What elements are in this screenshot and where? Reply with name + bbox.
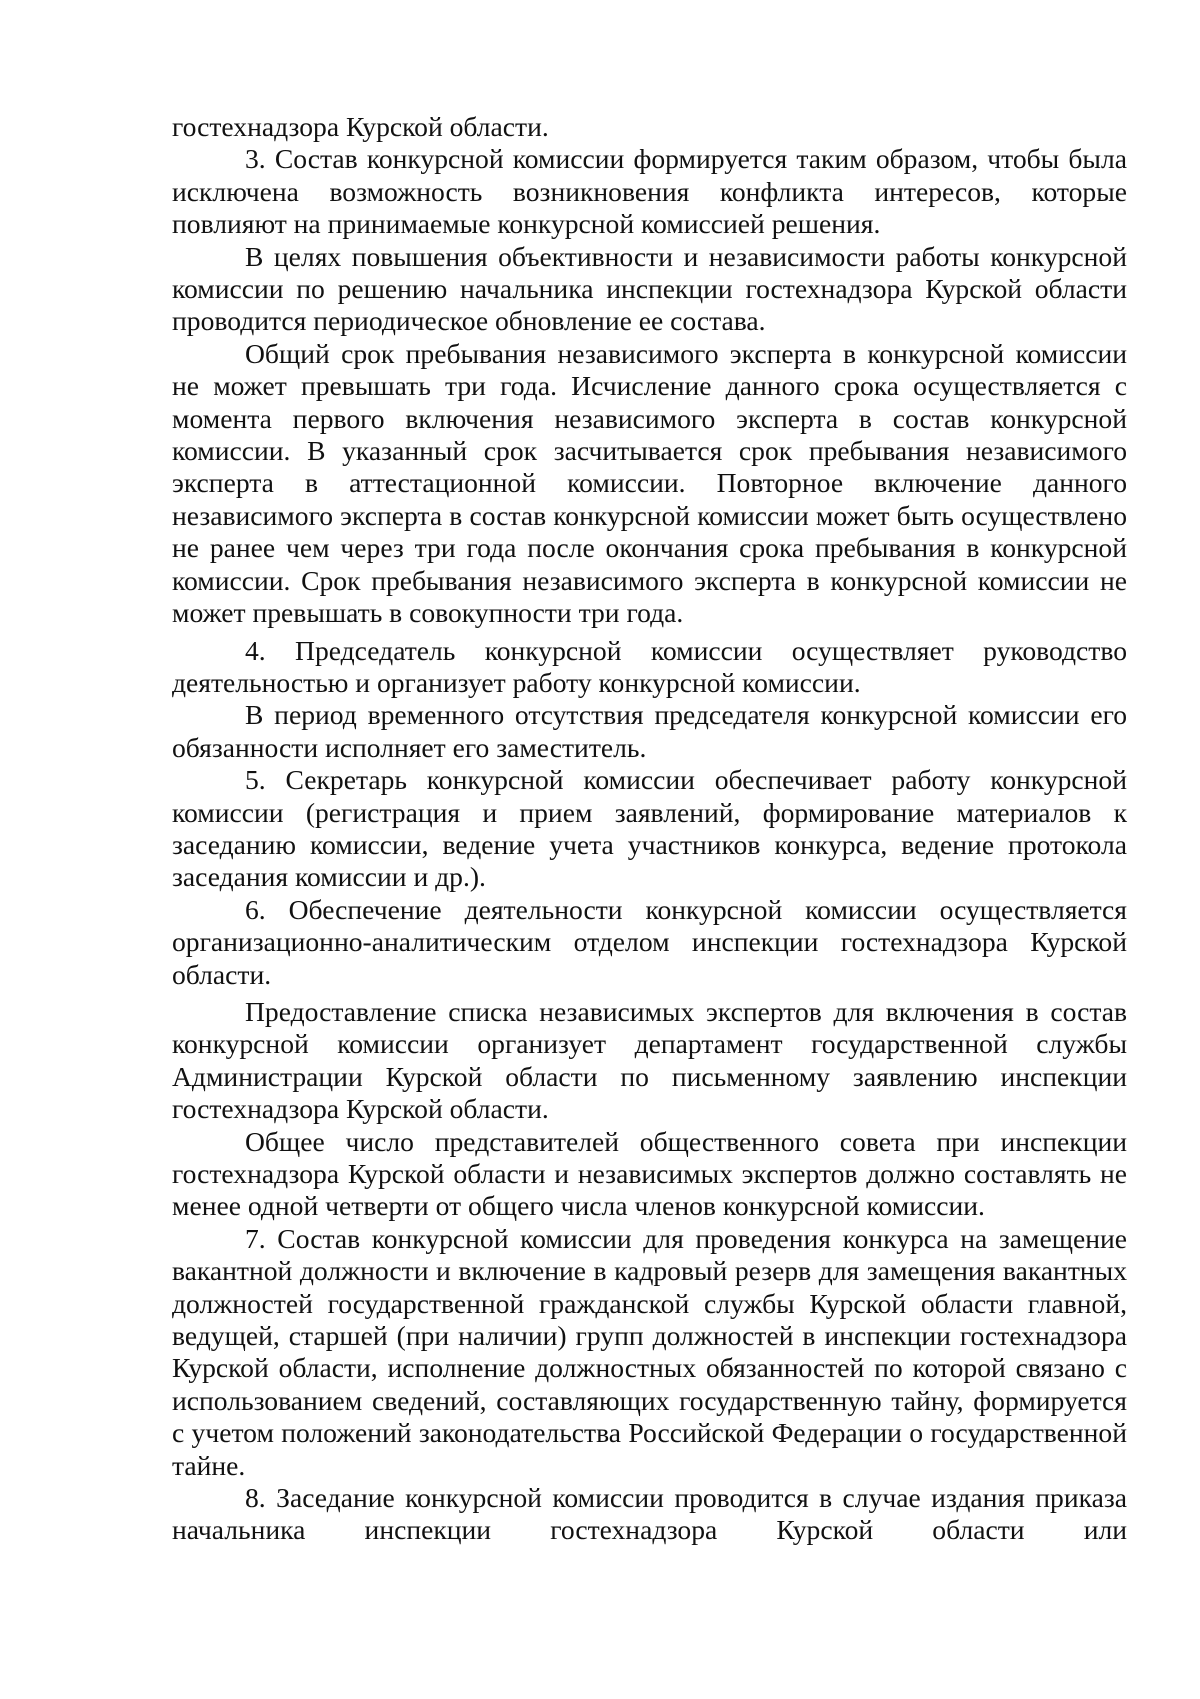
paragraph-representatives: Общее число представителей общественного совета при инспекции гостехнадзора Курской области и независимых экспертов должно составлять не менее одной четверти от общего числа членов конкурсной комиссии. [172,1125,1127,1222]
paragraph-continuation: гостехнадзора Курской области. [172,111,549,142]
paragraph-item-6: 6. Обеспечение деятельности конкурсной комиссии осуществляется организационно-аналитическим отделом инспекции гостехнадзора Курской области. [172,893,1127,990]
document-body [172,111,1127,1547]
paragraph-commission-renewal: В целях повышения объективности и независимости работы конкурсной комиссии по решению начальника инспекции гостехнадзора Курской области проводится периодическое обновление ее состава. [172,240,1127,337]
paragraph-expert-list: Предоставление списка независимых экспертов для включения в состав конкурсной комиссии организует департамент государственной службы Администрации Курской области по письменному заявлению инспекции гостехнадзора Курской области. [172,995,1127,1125]
paragraph-item-4: 4. Председатель конкурсной комиссии осуществляет руководство деятельностью и организует работу конкурсной комиссии. [172,634,1127,698]
paragraph-item-7: 7. Состав конкурсной комиссии для проведения конкурса на замещение вакантной должности и включение в кадровый резерв для замещения вакантных должностей государственной гражданской службы Курской области главной, ведущей, старшей (при наличии) групп должностей в инспекции гостехнадзора Курской области, исполнение должностных обязанностей по которой связано с использованием сведений, составляющих государственную тайну, формируется с учетом положений законодательства Российской Федерации о государственной тайне. [172,1222,1127,1481]
paragraph-chair-absence: В период временного отсутствия председателя конкурсной комиссии его обязанности исполняет его заместитель. [172,699,1127,763]
paragraph-item-5: 5. Секретарь конкурсной комиссии обеспечивает работу конкурсной комиссии (регистрация и прием заявлений, формирование материалов к заседанию комиссии, ведение учета участников конкурса, ведение протокола заседания комиссии и др.). [172,764,1127,893]
paragraph-item-8: 8. Заседание конкурсной комиссии проводится в случае издания приказа начальника инспекции гостехнадзора Курской области или [172,1482,1127,1546]
paragraph-item-3: 3. Состав конкурсной комиссии формируется таким образом, чтобы была исключена возможность возникновения конфликта интересов, которые повлияют на принимаемые конкурсной комиссией решения. [172,143,1127,240]
paragraph-expert-term: Общий срок пребывания независимого эксперта в конкурсной комиссии не может превышать три года. Исчисление данного срока осуществляется с момента первого включения независимого эксперта в состав конкурсной комиссии. В указанный срок засчитывается срок пребывания независимого эксперта в аттестационной комиссии. Повторное включение данного независимого эксперта в состав конкурсной комиссии может быть осуществлено не ранее чем через три года после окончания срока пребывания в конкурсной комиссии. Срок пребывания независимого эксперта в конкурсной комиссии не может превышать в совокупности три года. [172,337,1127,629]
